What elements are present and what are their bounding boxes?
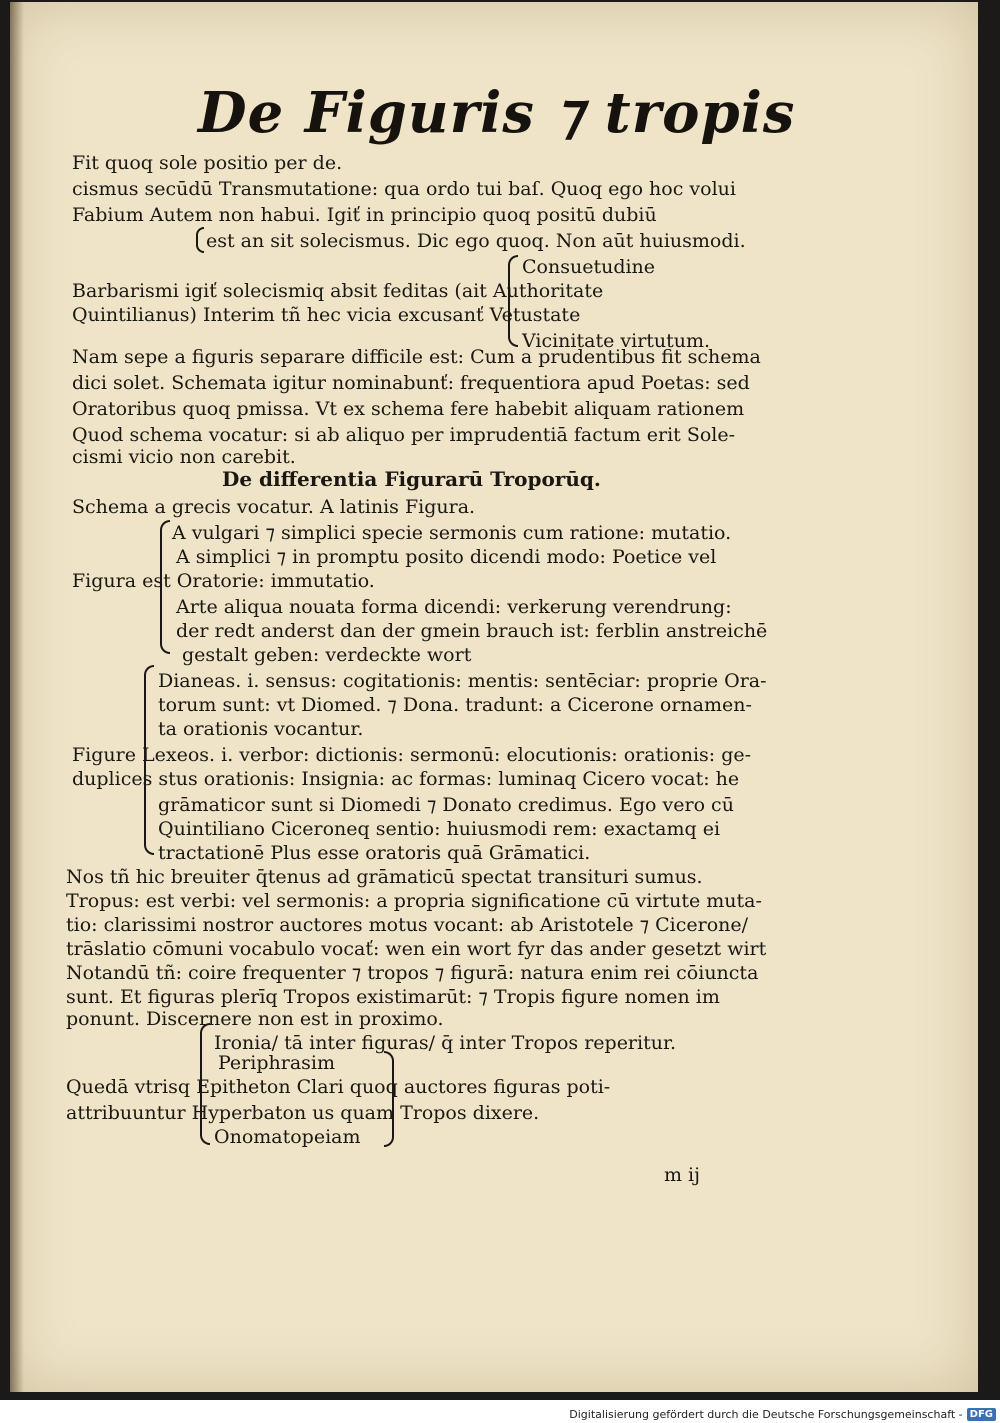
- dfg-logo: DFG: [967, 1408, 996, 1421]
- text-line: Quod schema vocatur: si ab aliquo per imprudentiā factum erit Sole-: [72, 424, 736, 446]
- text-line: gestalt geben: verdeckte wort: [182, 644, 472, 666]
- text-line: torum sunt: vt Diomed. ⁊ Dona. tradunt: a Cicerone ornamen-: [158, 694, 752, 716]
- text-line: Periphrasim: [218, 1052, 335, 1074]
- text-line: duplices stus orationis: Insignia: ac formas: luminaq Cicero vocat: he: [72, 768, 740, 790]
- text-line: Onomatopeiam: [214, 1126, 361, 1148]
- text-line: der redt anderst dan der gmein brauch ist: ferblin anstreichē: [176, 620, 768, 642]
- text-line: Schema a grecis vocatur. A latinis Figura.: [72, 496, 476, 518]
- text-line: cismus secūdū Transmutatione: qua ordo tui baſ. Quoq ego hoc volui: [72, 178, 736, 200]
- text-line: Vicinitate virtutum.: [522, 330, 711, 352]
- text-line: Consuetudine: [522, 256, 656, 278]
- text-line: dici solet. Schemata igitur nominabunť: frequentiora apud Poetas: sed: [72, 372, 750, 394]
- digitization-credit: [569, 1405, 996, 1423]
- text-line: A simplici ⁊ in promptu posito dicendi modo: Poetice vel: [176, 546, 717, 568]
- text-line: A vulgari ⁊ simplici specie sermonis cum ratione: mutatio.: [172, 522, 732, 544]
- text-line: Tropus: est verbi: vel sermonis: a propria significatione cū virtute muta-: [66, 890, 762, 912]
- text-line: attribuuntur Hyperbaton us quam Tropos dixere.: [66, 1102, 540, 1124]
- credit-text: Digitalisierung gefördert durch die Deutsche Forschungsgemeinschaft -: [569, 1407, 963, 1421]
- text-line: est an sit solecismus. Dic ego quoq. Non aūt huiusmodi.: [206, 230, 746, 252]
- text-line: Ironia/ tā inter figuras/ q̄ inter Tropos reperitur.: [214, 1032, 677, 1054]
- page-title: De Figuris ⁊ tropis: [198, 80, 796, 146]
- text-line: Quintiliano Ciceroneq sentio: huiusmodi rem: exactamq ei: [158, 818, 721, 840]
- text-line: Barbarismi igiť solecismiq absit feditas (ait Authoritate: [72, 280, 604, 302]
- text-line: tio: clarissimi nostror auctores motus vocant: ab Aristotele ⁊ Cicerone/: [66, 914, 749, 936]
- text-line: tractationē Plus esse oratoris quā Grāmatici.: [158, 842, 591, 864]
- text-line: cismi vicio non carebit.: [72, 446, 296, 468]
- text-line: grāmaticor sunt si Diomedi ⁊ Donato credimus. Ego vero cū: [158, 794, 734, 816]
- text-line: Notandū tñ: coire frequenter ⁊ tropos ⁊ figurā: natura enim rei cōiuncta: [66, 962, 759, 984]
- text-line: Oratoribus quoq pmissa. Vt ex schema fere habebit aliquam rationem: [72, 398, 745, 420]
- text-line: sunt. Et figuras plerīq Tropos existimarūt: ⁊ Tropis figure nomen im: [66, 986, 720, 1008]
- text-line: ponunt. Discernere non est in proximo.: [66, 1008, 444, 1030]
- text-line: Quedā vtrisq Epitheton Clari quoq auctores figuras poti-: [66, 1076, 611, 1098]
- text-line: Figure Lexeos. i. verbor: dictionis: sermonū: elocutionis: orationis: ge-: [72, 744, 752, 766]
- text-line: Fabium Autem non habui. Igiť in principio quoq positū dubiū: [72, 204, 657, 226]
- text-line: ta orationis vocantur.: [158, 718, 364, 740]
- text-line: Nos tñ hic breuiter q̄tenus ad grāmaticū spectat transituri sumus.: [66, 866, 703, 888]
- text-line: Fit quoq sole positio per de.: [72, 152, 343, 174]
- section-heading: De differentia Figurarū Troporūq.: [222, 467, 601, 491]
- text-line: Arte aliqua nouata forma dicendi: verkerung verendrung:: [176, 596, 732, 618]
- folio-signature: m ij: [664, 1164, 701, 1186]
- bracket: [384, 1051, 394, 1147]
- text-line: Dianeas. i. sensus: cogitationis: mentis: sentēciar: proprie Ora-: [158, 670, 767, 692]
- text-line: Nam sepe a figuris separare difficile est: Cum a prudentibus fit schema: [72, 346, 761, 368]
- page-gutter-shadow: [10, 2, 24, 1392]
- text-line: Figura est Oratorie: immutatio.: [72, 570, 375, 592]
- text-line: Quintilianus) Interim tñ hec vicia excusanť Vetustate: [72, 304, 581, 326]
- bracket: [196, 227, 204, 253]
- text-line: trāslatio cōmuni vocabulo vocať: wen ein wort fyr das ander gesetzt wirt: [66, 938, 767, 960]
